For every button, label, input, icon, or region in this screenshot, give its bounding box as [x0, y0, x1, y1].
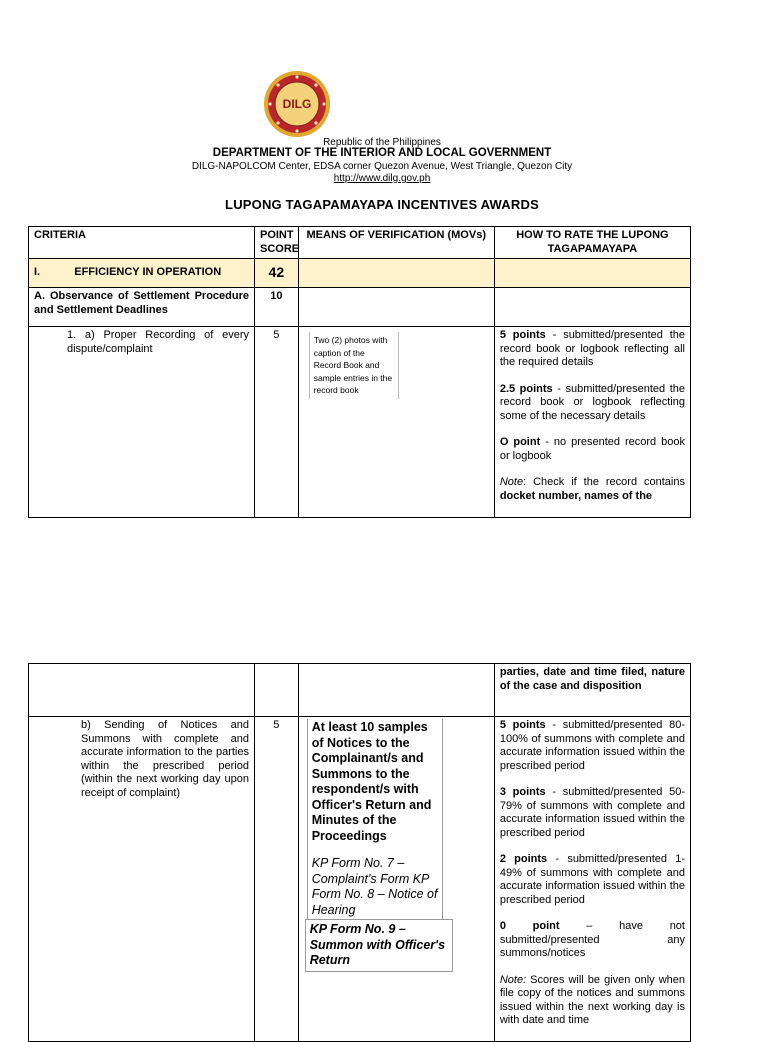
subsection-row	[29, 288, 691, 327]
section-row	[29, 259, 691, 288]
criteria-table-continued	[28, 663, 691, 1042]
item1-criteria: 1. a) Proper Recording of every dispute/complaint	[29, 327, 255, 518]
subsection-score: 10	[254, 288, 298, 327]
section-score: 42	[254, 259, 298, 288]
item2-rating-cell	[494, 717, 690, 1042]
item1-rating-5: 5 points - submitted/presented the record book or logbook reflecting all the required details	[499, 329, 686, 368]
item2-rating-2: 2 points - submitted/presented 1-49% of summons with complete and accurate information issued within the prescribed period	[499, 853, 685, 906]
table-row	[29, 664, 691, 717]
item2-mov-forms: KP Form No. 7 – Complaint's Form KP Form No. 8 – Notice of Hearing	[311, 856, 438, 917]
item1-mov-cell	[298, 327, 494, 518]
criteria-table	[28, 226, 691, 518]
item1-rating-cell	[494, 327, 690, 518]
item2-score: 5	[254, 717, 298, 1042]
header-how-to-rate: HOW TO RATE THE LUPONG TAGAPAMAYAPA	[494, 227, 690, 259]
table-row	[29, 327, 691, 518]
department-name: DEPARTMENT OF THE INTERIOR AND LOCAL GOVERNMENT	[212, 147, 552, 159]
dilg-logo	[263, 70, 331, 138]
section-number: I.	[34, 266, 41, 279]
header-criteria: CRITERIA	[29, 227, 255, 259]
section-title: EFFICIENCY IN OPERATION	[74, 266, 222, 279]
item1-rating-2-5: 2.5 points - submitted/presented the record book or logbook reflecting some of the necessary details	[499, 382, 686, 422]
item1-score: 5	[254, 327, 298, 518]
item2-mov-main: At least 10 samples of Notices to the Complainant/s and Summons to the respondent/s with Officer's Return and Minutes of the Proceedings	[311, 720, 432, 843]
header-point-score: POINT SCORE	[254, 227, 298, 259]
cont-rating-text: parties, date and time filed, nature of the case and disposition	[494, 664, 690, 717]
section-mov-empty	[298, 259, 494, 288]
item1-mov: Two (2) photos with caption of the Record Book and sample entries in the record book	[309, 332, 399, 399]
cont-score-empty	[254, 664, 298, 717]
republic-line: Republic of the Philippines	[323, 137, 441, 148]
item1-rating-0: O point - no presented record book or logbook	[499, 436, 685, 462]
item2-rating-3: 3 points - submitted/presented 50-79% of summons with complete and accurate information issued within the prescribed period	[499, 786, 686, 839]
section-rate-empty	[494, 259, 690, 288]
subsection-rate-empty	[494, 288, 690, 327]
website-link[interactable]: http://www.dilg.gov.ph	[333, 173, 431, 184]
item2-criteria: b) Sending of Notices and Summons with complete and accurate information to the parties within the prescribed period (within the next working day upon receipt of complaint)	[29, 717, 255, 1042]
logo-text: DILG	[282, 97, 312, 111]
award-title: LUPONG TAGAPAMAYAPA INCENTIVES AWARDS	[225, 197, 539, 212]
department-address: DILG-NAPOLCOM Center, EDSA corner Quezon Avenue, West Triangle, Quezon City	[191, 161, 573, 172]
item2-mov-scan	[307, 719, 443, 919]
subsection-title: A. Observance of Settlement Procedure and Settlement Deadlines	[29, 288, 255, 327]
item2-rating-0: 0 point – have not submitted/presented any summons/notices	[499, 920, 685, 959]
section-title-cell	[29, 259, 255, 288]
table-header-row	[29, 227, 691, 259]
cont-criteria-empty	[29, 664, 255, 717]
item2-rating-5: 5 points - submitted/presented 80-100% of summons with complete and accurate information issued within the prescribed period	[499, 719, 686, 772]
subsection-mov-empty	[298, 288, 494, 327]
item2-mov-cell	[298, 717, 494, 1042]
item1-note: Note: Check if the record contains docket number, names of the	[499, 476, 685, 502]
cont-mov-empty	[298, 664, 494, 717]
item2-mov-form9: KP Form No. 9 – Summon with Officer's Return	[305, 919, 453, 972]
table-row	[29, 717, 691, 1042]
item2-note: Note: Scores will be given only when file copy of the notices and summons issued within the next working day is with date and time	[499, 973, 685, 1026]
header-movs: MEANS OF VERIFICATION (MOVs)	[298, 227, 494, 259]
